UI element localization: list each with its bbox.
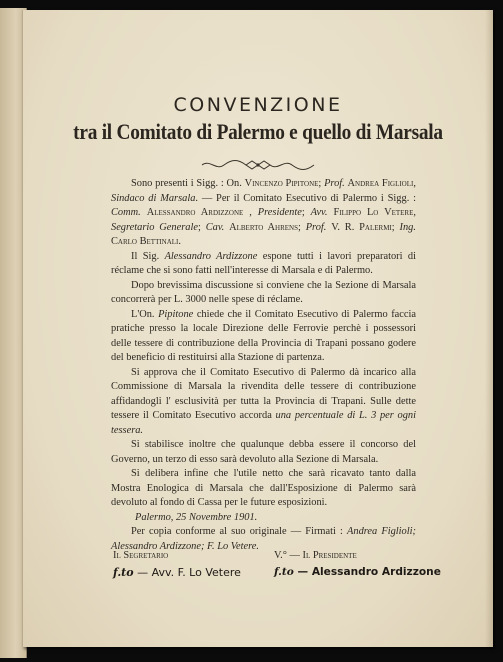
text-run: Si approva che il Comitato Esecutivo di Palermo dà incarico alla Commissione di Marsala la rivendita delle tessere di contribuzione affidandogli l' esclusività per tutta la Provincia di Trapani. Sulle dette tessere il Comitato Esecutivo accorda bbox=[111, 366, 416, 421]
text-run: Alessandro Ardizzone bbox=[146, 207, 244, 218]
president-signature bbox=[274, 550, 441, 578]
document-heading: CONVENZIONE bbox=[173, 94, 343, 116]
text-run: Sono presenti i Sigg. : On. bbox=[131, 178, 245, 189]
text-run: Comm. bbox=[111, 207, 141, 218]
text-run: , bbox=[413, 207, 416, 218]
document-subheading: tra il Comitato di Palermo e quello di Marsala bbox=[73, 119, 443, 144]
president-name: — Alessandro Ardizzone bbox=[297, 566, 441, 578]
text-run: Prof. bbox=[324, 178, 345, 189]
secretary-name-line bbox=[113, 566, 241, 579]
text-run: Sindaco di Marsala bbox=[111, 192, 196, 204]
text-run: Andrea Figlioli; Alessandro Ardizzone; F. Lo Vetere. bbox=[111, 526, 416, 552]
text-run: espone tutti i lavori preparatori di réclame che si sono fatti nell'interesse di Marsala e di Palermo. bbox=[111, 250, 416, 276]
text-run: Segretario Generale bbox=[111, 221, 198, 233]
text-run: ; bbox=[391, 221, 400, 233]
ornament-divider-icon bbox=[200, 158, 316, 172]
body-paragraph bbox=[111, 511, 416, 526]
text-run: ; bbox=[318, 178, 325, 189]
text-run: Cav. bbox=[205, 221, 225, 233]
text-run: chiede che il Comitato Esecutivo di Palermo faccia pratiche presso la locale Direzione delle Ferrovie perchè i possessori delle tessere di contribuzione della Provincia di Trapani possano godere del beneficio di restituirsi alla Stazione di partenza. bbox=[111, 308, 416, 363]
text-run: ; bbox=[197, 221, 206, 233]
body-paragraph bbox=[111, 438, 416, 467]
text-run: Vincenzo Pipitone bbox=[244, 178, 319, 189]
body-paragraph bbox=[111, 279, 416, 308]
text-run: Alessandro Ardizzone bbox=[164, 250, 258, 262]
signature-prefix: f.to bbox=[113, 566, 134, 579]
text-run: Filippo Lo Vetere bbox=[333, 207, 414, 218]
body-paragraph bbox=[111, 250, 416, 279]
text-run: Palermo, 25 Novembre 1901. bbox=[135, 511, 258, 523]
text-run: Per copia conforme al suo originale — Firmati : bbox=[131, 526, 348, 537]
signature-prefix: f.to bbox=[274, 566, 294, 578]
text-run: Il Sig. bbox=[131, 250, 165, 262]
text-run: una percentuale di L. 3 per ogni tessera. bbox=[111, 410, 416, 436]
text-run: Andrea Figlioli bbox=[347, 178, 414, 189]
secretary-title: Il Segretario bbox=[113, 550, 169, 561]
text-run: ; bbox=[297, 221, 306, 233]
text-run: L'On. bbox=[131, 308, 159, 320]
text-run: Presidente bbox=[257, 207, 302, 218]
body-paragraph bbox=[111, 467, 416, 511]
text-run: Si stabilisce inoltre che qualunque debba essere il concorso del Governo, un terzo di esso sarà devoluto alla Sezione di Marsala. bbox=[111, 439, 416, 465]
text-run: Si delibera infine che l'utile netto che sarà ricavato tanto dalla Mostra Enologica di Marsala che dall'Esposizione di Palermo sarà devoluto al fondo di Cassa per le future esposizioni. bbox=[111, 468, 416, 508]
text-run: , bbox=[243, 207, 258, 218]
president-name-line bbox=[274, 566, 441, 578]
text-run: Dopo brevissima discussione si conviene che la Sezione di Marsala concorrerà per L. 3000 nelle spese di réclame. bbox=[111, 279, 416, 305]
text-run: Prof. bbox=[305, 221, 327, 233]
text-run: . bbox=[178, 236, 181, 247]
text-run: . — Per il Comitato Esecutivo di Palermo i Sigg. : bbox=[195, 192, 416, 204]
text-run: ; bbox=[301, 207, 311, 218]
text-run: Ing. bbox=[399, 221, 416, 233]
text-run: Carlo Bettinali bbox=[111, 236, 179, 247]
text-run: Alberto Ahrens bbox=[229, 221, 298, 233]
body-paragraph bbox=[111, 308, 416, 366]
text-run: Pipitone bbox=[158, 308, 194, 320]
body-paragraph bbox=[111, 366, 416, 439]
body-paragraph bbox=[111, 177, 416, 250]
document-page bbox=[22, 10, 493, 647]
text-run: V. R. Palermi bbox=[331, 221, 392, 233]
secretary-signature bbox=[113, 550, 241, 579]
document-body bbox=[111, 177, 416, 554]
secretary-name: — Avv. F. Lo Vetere bbox=[137, 566, 241, 579]
text-run: , bbox=[413, 178, 416, 189]
text-run: Avv. bbox=[310, 207, 328, 218]
president-title: V.° — Il Presidente bbox=[274, 550, 357, 561]
